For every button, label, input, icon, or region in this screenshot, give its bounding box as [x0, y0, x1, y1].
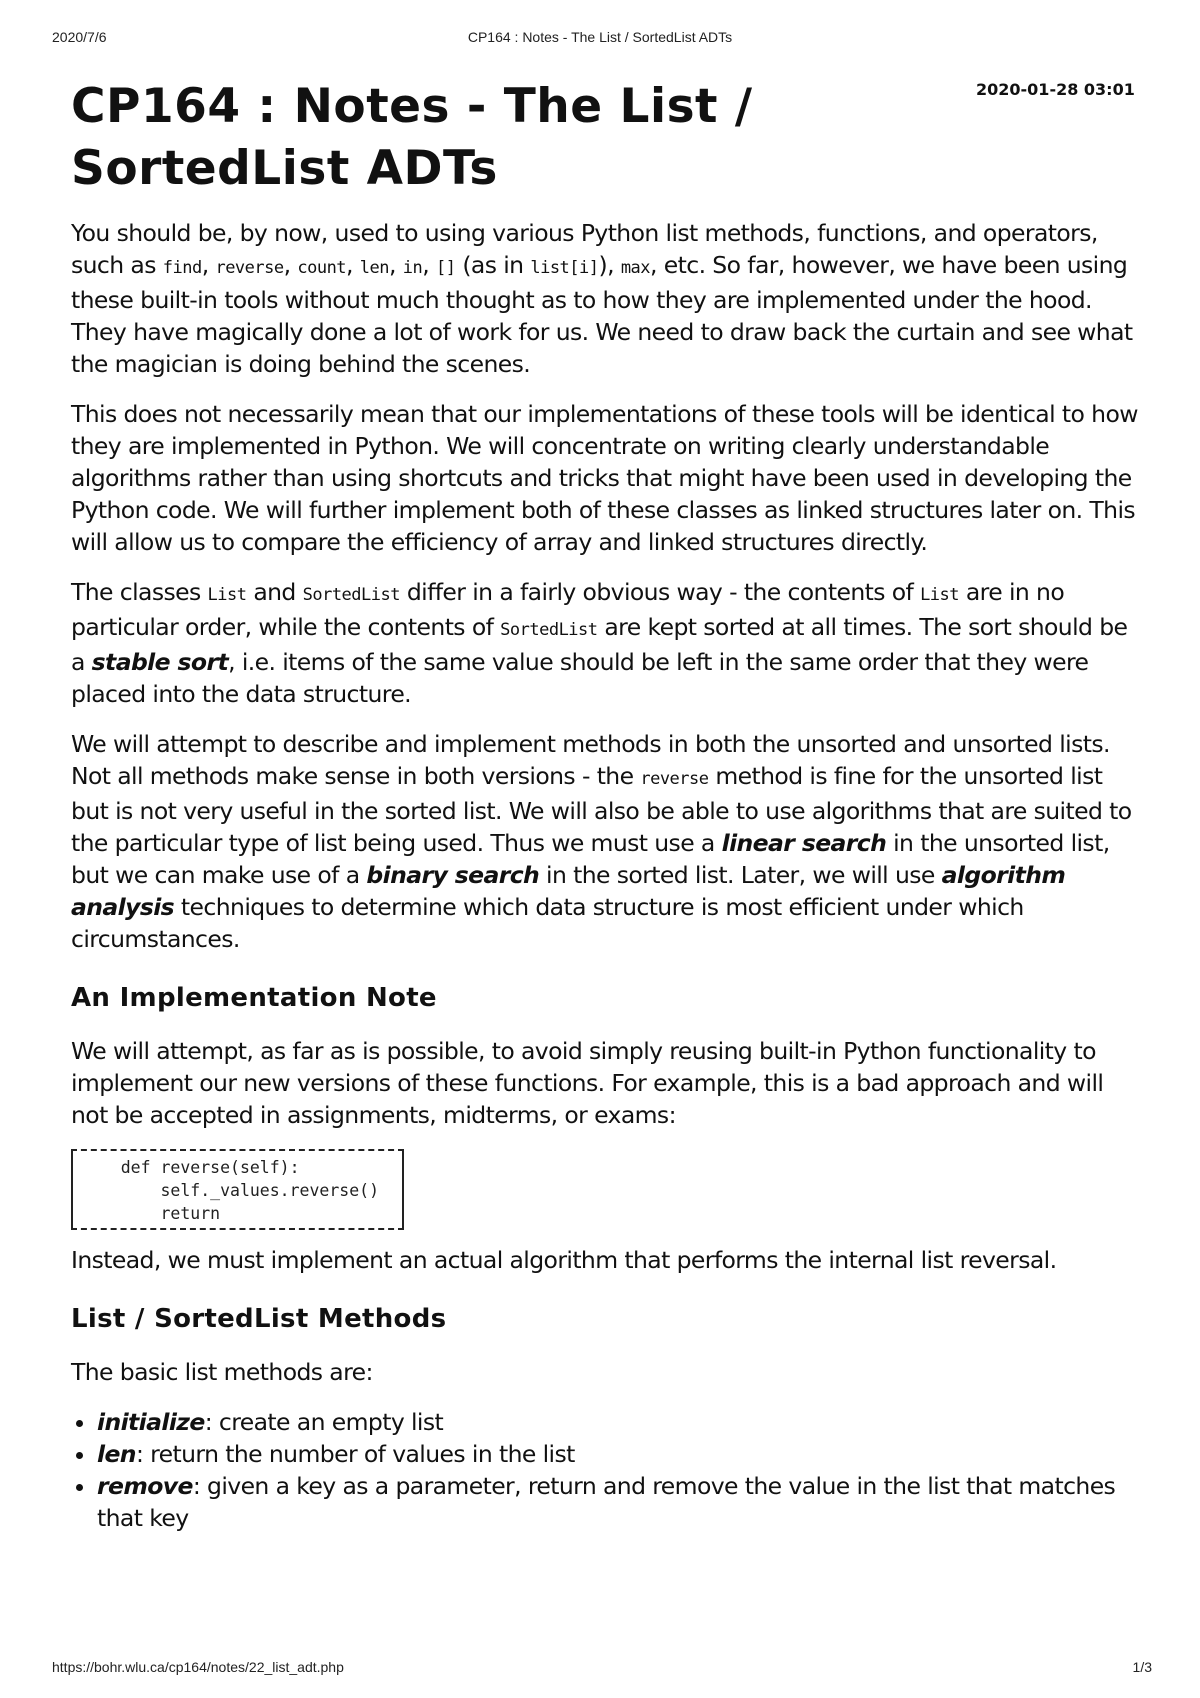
code-block: [71, 1149, 404, 1230]
classes-paragraph: The classes List and SortedList differ in a fairly obvious way - the contents of List are in no particular order, while the contents of SortedList are kept sorted at all times. The sort should be a stable sort, i.e. items of the same value should be left in the same order that they were placed into the data structure.: [71, 578, 1128, 708]
list-item: [97, 1438, 1141, 1470]
method-name: len: [97, 1440, 136, 1468]
code-brackets: []: [436, 258, 456, 278]
code-in: in: [402, 258, 423, 278]
code-reverse: reverse: [640, 769, 709, 789]
code-list: List: [207, 585, 247, 605]
code-sortedlist: SortedList: [500, 620, 598, 640]
code-count: count: [297, 258, 347, 278]
methods-list: [71, 1406, 1141, 1534]
methods-intro-paragraph: We will attempt to describe and implement methods in both the unsorted and unsorted lists. Not all methods make sense in both versions - the reverse method is fine for the unsorted list but is not very useful in the sorted list. We will also be able to use algorithms that are suited to the particular type of list being used. Thus we must use a linear search in the unsorted list, but we can make use of a binary search in the sorted list. Later, we will use algorithm analysis techniques to determine which data structure is most efficient under which circumstances.: [71, 730, 1132, 953]
timestamp: 2020-01-28 03:01: [976, 80, 1135, 99]
term-algorithm-analysis: algorithm analysis: [71, 861, 1066, 921]
code-reverse: reverse: [215, 258, 284, 278]
print-header-date: 2020/7/6: [52, 29, 107, 45]
code-block-text: def reverse(self): self._values.reverse() return: [120, 1158, 380, 1223]
term-linear-search: linear search: [721, 829, 887, 857]
print-footer-page-number: 1/3: [1132, 1659, 1152, 1675]
code-list: List: [920, 585, 960, 605]
method-desc: : return the number of values in the list: [135, 1440, 575, 1468]
basic-methods-paragraph: The basic list methods are:: [71, 1358, 373, 1386]
instead-paragraph: Instead, we must implement an actual algorithm that performs the internal list reversal.: [71, 1246, 1057, 1274]
code-sortedlist: SortedList: [302, 585, 400, 605]
page-title: CP164 : Notes - The List / SortedList ADTs: [71, 79, 753, 196]
heading-implementation-note: An Implementation Note: [71, 983, 437, 1013]
code-len: len: [359, 258, 390, 278]
article: [71, 76, 1141, 1534]
method-desc: : given a key as a parameter, return and remove the value in the list that matches that key: [97, 1472, 1116, 1532]
heading-list-methods: List / SortedList Methods: [71, 1304, 447, 1334]
implementation-paragraph: This does not necessarily mean that our implementations of these tools will be identical to how they are implemented in Python. We will concentrate on writing clearly understandable algorithms rather than using shortcuts and tricks that might have been used in developing the Python code. We will further implement both of these classes as linked structures later on. This will allow us to compare the efficiency of array and linked structures directly.: [71, 400, 1138, 556]
intro-paragraph: You should be, by now, used to using various Python list methods, functions, and operators, such as find, reverse, count, len, in, [] (as in list[i]), max, etc. So far, however, we have been using these built-in tools without much thought as to how they are implemented under the hood. They have magically done a lot of work for us. We need to draw back the curtain and see what the magician is doing behind the scenes.: [71, 219, 1133, 378]
method-desc: : create an empty list: [204, 1408, 444, 1436]
method-name: initialize: [97, 1408, 205, 1436]
list-item: [97, 1470, 1141, 1534]
list-item: [97, 1406, 1141, 1438]
implementation-note-paragraph: We will attempt, as far as is possible, to avoid simply reusing built-in Python functionality to implement our new versions of these functions. For example, this is a bad approach and will not be accepted in assignments, midterms, or exams:: [71, 1037, 1104, 1129]
code-max: max: [620, 258, 651, 278]
print-footer-url: https://bohr.wlu.ca/cp164/notes/22_list_adt.php: [52, 1659, 344, 1675]
term-stable-sort: stable sort: [91, 648, 229, 676]
code-find: find: [162, 258, 202, 278]
method-name: remove: [97, 1472, 193, 1500]
print-header-title: CP164 : Notes - The List / SortedList ADTs: [467, 29, 733, 45]
term-binary-search: binary search: [366, 861, 540, 889]
code-list-index: list[i]: [530, 258, 599, 278]
